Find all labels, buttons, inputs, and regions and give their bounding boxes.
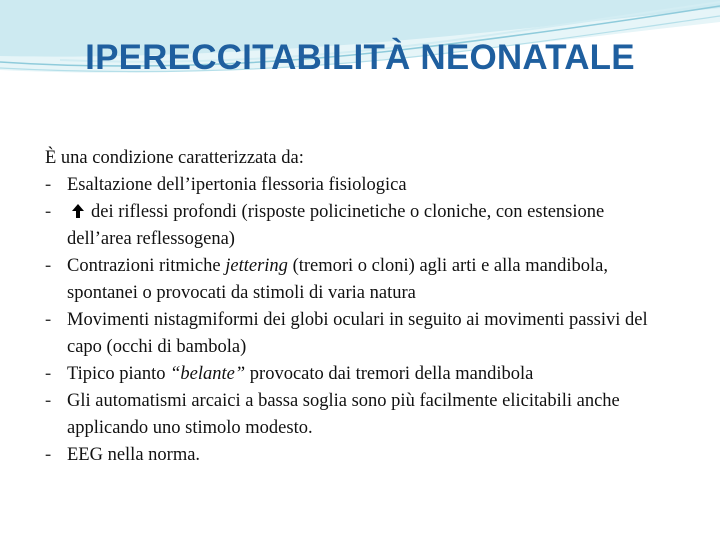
bullet-marker: -: [45, 175, 52, 195]
list-item: [45, 442, 665, 469]
list-item: [45, 199, 665, 253]
up-arrow-icon: [71, 203, 85, 219]
list-item: [45, 172, 665, 199]
list-item: [45, 307, 665, 361]
list-item-text: dei riflessi profondi (risposte policinetiche o cloniche, con estensione dell’area reflessogena): [67, 202, 605, 249]
list-item: [45, 253, 665, 307]
list-item-text: Esaltazione dell’ipertonia flessoria fisiologica: [67, 175, 407, 195]
bullet-marker: -: [45, 310, 52, 330]
bullet-marker: -: [45, 391, 52, 411]
list-item-text-post: (tremori o cloni) agli arti e alla mandibola, spontanei o provocati da stimoli di varia natura: [67, 256, 608, 303]
list-item-text-post: provocato dai tremori della mandibola: [245, 364, 534, 384]
list-item-text: EEG nella norma.: [67, 445, 201, 465]
slide-title: IPERECCITABILITÀ NEONATALE: [85, 38, 635, 77]
list-item-text-pre: Tipico pianto: [67, 364, 171, 384]
slide-body: [45, 145, 665, 469]
bullet-list: [45, 172, 665, 469]
list-item-text: Movimenti nistagmiformi dei globi oculari in seguito ai movimenti passivi del capo (occhi di bambola): [67, 310, 648, 357]
list-item-text-italic: “belante”: [170, 364, 246, 384]
bullet-marker: -: [45, 445, 52, 465]
bullet-marker: -: [45, 364, 52, 384]
list-item-text-pre: Contrazioni ritmiche: [67, 256, 226, 276]
intro-text: È una condizione caratterizzata da:: [45, 148, 304, 168]
bullet-marker: -: [45, 202, 52, 222]
list-item-text: Gli automatismi arcaici a bassa soglia sono più facilmente elicitabili anche applicando uno stimolo modesto.: [67, 391, 620, 438]
list-item: [45, 361, 665, 388]
list-item-text-italic: jettering: [225, 256, 288, 276]
list-item: [45, 388, 665, 442]
bullet-marker: -: [45, 256, 52, 276]
